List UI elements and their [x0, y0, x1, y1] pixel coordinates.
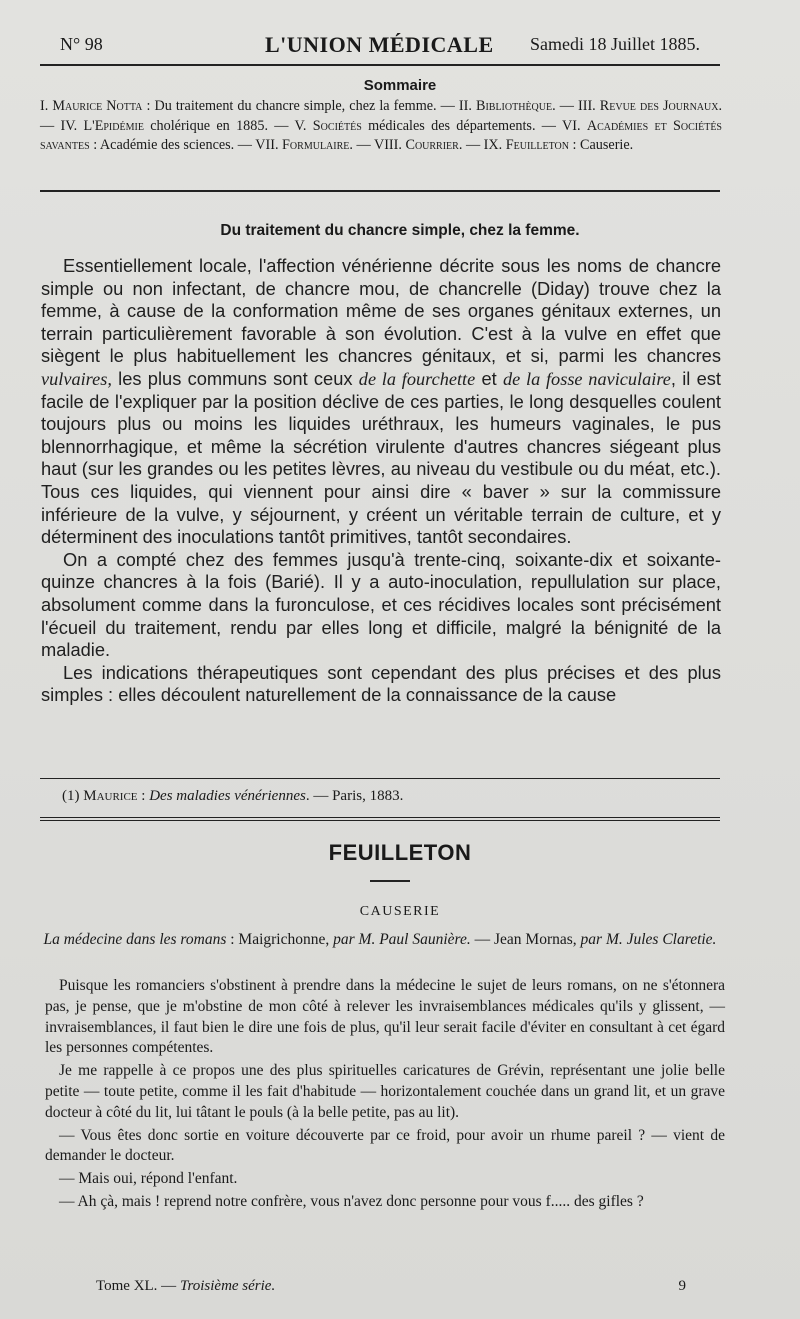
feuilleton-paragraph: — Ah çà, mais ! reprend notre confrère, vous n'avez donc personne pour vous f..... des gifles ? [59, 1192, 644, 1210]
tome-label: Tome XL. — [96, 1278, 180, 1294]
feuilleton-paragraph: — Mais oui, répond l'enfant. [59, 1170, 238, 1188]
footnote-rule [40, 778, 720, 779]
article-paragraph: Les indications thérapeutiques sont cependant des plus précises et des plus simples : elles découlent naturellement de la connaissance de la cause [41, 661, 721, 706]
article-title: Du traitement du chancre simple, chez la femme. [220, 222, 580, 239]
sommaire-text: I. Maurice Notta : Du traitement du chancre simple, chez la femme. — II. Bibliothèque. — III. Revue des Journaux. — IV. L'Epidémie cholérique en 1885. — V. Sociétés médicales des départements. — VI. Académies et Sociétés savantes : Académie des sciences. — VII. Formulaire. — VIII. Courrier. — IX. Feuilleton : Causerie. [40, 98, 723, 153]
feuilleton-paragraph: — Vous êtes donc sortie en voiture découverte par ce froid, pour avoir un rhume pareil ? — vient de demander le docteur. [45, 1126, 725, 1165]
feuilleton-body [45, 976, 725, 1215]
serie-label: Troisième série. [179, 1278, 276, 1294]
footnote: (1) Maurice : Des maladies vénériennes. — Paris, 1883. [62, 788, 404, 804]
header-rule [40, 64, 720, 66]
sommaire-title: Sommaire [363, 77, 437, 94]
article-paragraph: Essentiellement locale, l'affection vénérienne décrite sous les noms de chancre simple ou non infectant, de chancre mou, de chancrelle (Diday) trouve chez la femme, à cause de la conformation même de ses organes génitaux externes, un terrain particulièrement favorable à son évolution. C'est à la vulve en effet que siègent le plus habituellement les chancres génitaux, et si, parmi les chancres vulvaires, les plus communs sont ceux de la fourchette et de la fosse naviculaire, il est facile de l'expliquer par la position déclive de ces parties, le long desquelles coulent toujours plus ou moins les liquides uréthraux, les humeurs vaginales, le pus blennorrhagique, et même la sécrétion virulente d'autres chancres siégeant plus haut (sur les grandes ou les petites lèvres, au niveau du vestibule ou du méat, etc.). Tous ces liquides, qui viennent pour ainsi dire « baver » sur la commissure inférieure de la vulve, y séjournent, y créent un véritable terrain de culture, et y déterminent des inoculations tantôt primitives, tantôt secondaires. [41, 255, 722, 548]
issue-number: N° 98 [60, 34, 103, 54]
page-number: 9 [678, 1278, 686, 1294]
page-footer [96, 1278, 686, 1295]
feuilleton-paragraph: Je me rappelle à ce propos une des plus spirituelles caricatures de Grévin, représentant une jolie belle petite — toute petite, comme il les fait d'habitude — horizontalement couchée dans un grand lit, et un grave docteur à côté du lit, lui tâtant le pouls (à la belle petite, pas au lit). [45, 1062, 725, 1121]
journal-title: L'UNION MÉDICALE [265, 32, 494, 57]
issue-date: Samedi 18 Juillet 1885. [530, 34, 700, 54]
page-header [60, 32, 720, 62]
feuilleton-bar [370, 880, 410, 882]
feuilleton-title: FEUILLETON [328, 840, 472, 865]
causerie-subtitle: La médecine dans les romans : Maigrichonne, par M. Paul Saunière. — Jean Mornas, par M. Jules Claretie. [43, 931, 717, 948]
feuilleton-paragraph: Puisque les romanciers s'obstinent à prendre dans la médecine le sujet de leurs romans, on ne s'étonnera pas, je pense, que je m'obstine de mon côté à relever les invraisemblances médicales qu'ils y glissent, — invraisemblances, il faut bien le dire une fois de plus, qu'il leur serait facile d'éviter en consultant à cet égard les personnes compétentes. [45, 977, 725, 1057]
causerie-title: CAUSERIE [359, 904, 441, 919]
article-paragraph: On a compté chez des femmes jusqu'à trente-cinq, soixante-dix et soixante-quinze chancres à la fois (Barié). Il y a auto-inoculation, repullulation sur place, absolument comme dans la furonculose, et ces récidives locales sont précisément l'écueil du traitement, rendu par elles long et difficile, malgré la bénignité de la maladie. [41, 548, 721, 661]
sommaire-rule [40, 190, 720, 192]
article-body [41, 255, 721, 707]
feuilleton-rule [40, 817, 720, 821]
